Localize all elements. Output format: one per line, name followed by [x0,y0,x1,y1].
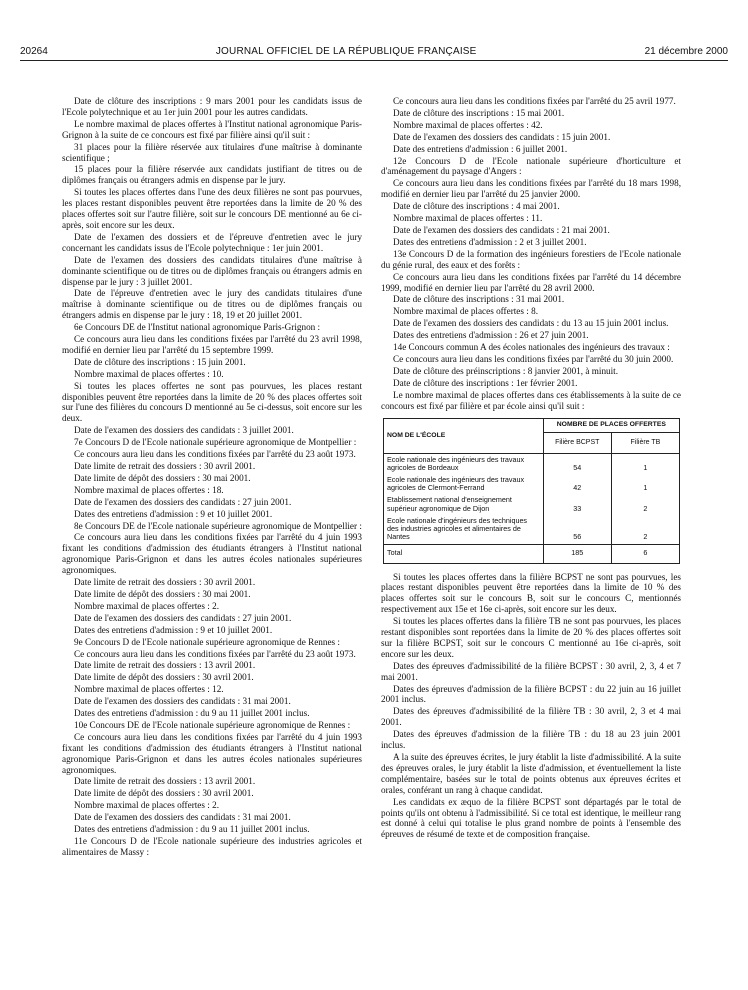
paragraph: Date de l'examen des dossiers des candidats : 27 juin 2001. [74,612,292,623]
paragraph: Dates des entretiens d'admission : du 9 au 11 juillet 2001 inclus. [74,824,310,835]
school-name: Ecole nationale des ingénieurs des travaux agricoles de Clermont-Ferrand [384,474,544,494]
school-name: Ecole nationale d'ingénieurs des techniques des industries agricoles et alimentaires de Nantes [384,515,544,544]
table-row [384,494,680,514]
total-tb: 6 [611,544,679,563]
tb-places: 1 [611,474,679,494]
issue-date: 21 décembre 2000 [644,45,728,57]
bcpst-places: 42 [543,474,611,494]
paragraph: Nombre maximal de places offertes : 18. [74,484,224,495]
paragraph: Date de l'examen des dossiers des candidats : 21 mai 2001. [393,224,610,235]
paragraph: Dates des épreuves d'admission de la filière BCPST : du 22 juin au 16 juillet 2001 inclus. [381,683,681,705]
paragraph: Date de clôture des inscriptions : 15 mai 2001. [393,107,565,118]
total-bcpst: 185 [543,544,611,563]
paragraph: Date limite de retrait des dossiers : 30 avril 2001. [74,577,256,588]
section-heading: 7e Concours D de l'Ecole nationale supérieure agronomique de Montpellier : [74,437,357,448]
column-header-tb: Filière TB [611,432,679,453]
paragraph: A la suite des épreuves écrites, le jury établit la liste d'admissibilité. A la suite des épreuves orales, le jury établit la liste d'admission, et éventuellement la liste complémentaire, basées sur le total de points obtenus aux épreuves écrites et orales, conférant un rang à chaque candidat. [381,752,681,795]
paragraph: Nombre maximal de places offertes : 11. [393,213,543,224]
paragraph: Date de clôture des préinscriptions : 8 janvier 2001, à minuit. [393,365,619,376]
paragraph: Dates des entretiens d'admission : 26 et 27 juin 2001. [393,330,589,341]
paragraph: Nombre maximal de places offertes : 2. [74,600,219,611]
paragraph: Date de l'épreuve d'entretien avec le jury des candidats titulaires d'une maîtrise à dominante scientifique ou de titres ou de diplômes français ou étrangers admis en dispense par le jury : 18, 19 et 20 juillet 2001. [62,288,362,321]
paragraph: Date limite de dépôt des dossiers : 30 mai 2001. [74,588,251,599]
section-heading: 11e Concours D de l'Ecole nationale supérieure des industries agricoles et alimentaires de Massy : [62,836,362,857]
table-row [384,474,680,494]
paragraph: Dates des épreuves d'admissibilité de la filière BCPST : 30 avril, 2, 3, 4 et 7 mai 2001. [381,660,681,682]
bcpst-places: 54 [543,453,611,474]
bcpst-places: 33 [543,494,611,514]
paragraph: Dates des épreuves d'admission de la filière TB : du 18 au 23 juin 2001 inclus. [381,729,681,751]
school-name: Ecole nationale des ingénieurs des travaux agricoles de Bordeaux [384,453,544,474]
paragraph: Ce concours aura lieu dans les conditions fixées par l'arrêté du 30 juin 2000. [393,353,674,364]
table-row [384,515,680,544]
bcpst-places: 56 [543,515,611,544]
right-column [381,96,681,841]
section-heading: 8e Concours DE de l'Ecole nationale supérieure agronomique de Montpellier : [74,520,362,531]
section-heading: 14e Concours commun A des écoles nationales des ingénieurs des travaux : [393,342,670,353]
column-header-places: NOMBRE DE PLACES OFFERTES [543,419,679,432]
paragraph: Si toutes les places offertes dans la filière BCPST ne sont pas pourvues, les places restant disponibles peuvent être reportées dans la limite de 10 % des places offertes soit sur le concours B, soit sur le concours C, mentionnés respectivement aux 15e et 16e ci-après, soit encore sur les deux. [381,571,681,615]
paragraph: Ce concours aura lieu dans les conditions fixées par l'arrêté du 23 avril 1998, modifié en dernier lieu par l'arrêté du 15 septembre 1999. [62,334,362,355]
paragraph: Ce concours aura lieu dans les conditions fixées par l'arrêté du 23 août 1973. [74,449,356,460]
paragraph: Ce concours aura lieu dans les conditions fixées par l'arrêté du 4 juin 1993 fixant les conditions d'admission des étudiants étrangers à l'Institut national agronomique Paris-Grignon et dans les autres écoles nationales supérieures agronomiques. [62,532,362,576]
page-number: 20264 [20,45,48,57]
paragraph: Nombre maximal de places offertes : 10. [74,368,224,379]
paragraph: Les candidats ex æquo de la filière BCPST sont départagés par le total de points qu'ils ont obtenu à l'admissibilité. Si ce total est identique, le meilleur rang est donné à celui qui totalise le plus grand nombre de points à l'ensemble des épreuves de résumé de texte et de composition française. [381,796,681,840]
paragraph: Date de clôture des inscriptions : 9 mars 2001 pour les candidats issus de l'Ecole polytechnique et au 1er juin 2001 pour les autres candidats. [62,96,362,117]
column-header-bcpst: Filière BCPST [543,432,611,453]
paragraph: Dates des entretiens d'admission : 9 et 10 juillet 2001. [74,508,273,519]
paragraph: Dates des entretiens d'admission : 9 et 10 juillet 2001. [74,624,273,635]
paragraph: 15 places pour la filière réservée aux candidats justifiant de titres ou de diplômes français ou étrangers admis en dispense par le jury. [62,164,362,186]
paragraph: Date de l'examen des dossiers des candidats : 27 juin 2001. [74,496,292,507]
paragraph: Ce concours aura lieu dans les conditions fixées par l'arrêté du 4 juin 1993 fixant les conditions d'admission des étudiants étrangers à l'Institut national agronomique Paris-Grignon et dans les autres écoles nationales supérieures agronomiques. [62,731,362,775]
school-name: Etablissement national d'enseignement supérieur agronomique de Dijon [384,494,544,514]
section-heading: 6e Concours DE de l'Institut national agronomique Paris-Grignon : [74,322,321,333]
paragraph: Date limite de dépôt des dossiers : 30 avril 2001. [74,788,254,799]
paragraph: Nombre maximal de places offertes : 42. [393,119,543,130]
column-header-school: NOM DE L'ÉCOLE [384,419,544,453]
paragraph: Date de clôture des inscriptions : 4 mai 2001. [393,201,560,212]
paragraph: Nombre maximal de places offertes : 12. [74,684,224,695]
paragraph: Nombre maximal de places offertes : 2. [74,800,219,811]
paragraph: Dates des entretiens d'admission : 2 et 3 juillet 2001. [393,236,587,247]
places-table [383,418,680,563]
paragraph: Date des entretiens d'admission : 6 juillet 2001. [393,143,568,154]
paragraph: Date de l'examen des dossiers des candidats : 3 juillet 2001. [74,425,294,436]
paragraph: Date de clôture des inscriptions : 31 mai 2001. [393,294,565,305]
paragraph: Le nombre maximal de places offertes à l'Institut national agronomique Paris-Grignon à la suite de ce concours est fixé par filière ainsi qu'il suit : [62,118,362,140]
paragraph: Si toutes les places offertes dans la filière TB ne sont pas pourvues, les places restant disponibles sont reportées dans la limite de 20 % des places offertes soit sur la filière BCPST, soit sur le concours C mentionné au 16e ci-après, soit encore sur les deux. [381,616,681,659]
paragraph: Ce concours aura lieu dans les conditions fixées par l'arrêté du 18 mars 1998, modifié en dernier lieu par l'arrêté du 25 janvier 2000. [381,178,681,200]
paragraph: Date de l'examen des dossiers des candidats : 15 juin 2001. [393,131,611,142]
total-row [384,544,680,563]
page-header [20,44,728,58]
paragraph: Dates des épreuves d'admissibilité de la filière TB : 30 avril, 2, 3 et 4 mai 2001. [381,706,681,728]
paragraph: Nombre maximal de places offertes : 8. [393,306,538,317]
paragraph: Date limite de retrait des dossiers : 13 avril 2001. [74,660,256,671]
paragraph: Date limite de retrait des dossiers : 13 avril 2001. [74,776,256,787]
section-heading: 13e Concours D de la formation des ingénieurs forestiers de l'Ecole nationale du génie rural, des eaux et des forêts : [381,248,681,270]
paragraph: Ce concours aura lieu dans les conditions fixées par l'arrêté du 23 août 1973. [74,648,356,659]
paragraph: Ce concours aura lieu dans les conditions fixées par l'arrêté du 14 décembre 1999, modifié en dernier lieu par l'arrêté du 28 avril 2000. [381,271,681,293]
paragraph: Dates des entretiens d'admission : du 9 au 11 juillet 2001 inclus. [74,708,310,719]
tb-places: 1 [611,453,679,474]
paragraph: Le nombre maximal de places offertes dans ces établissements à la suite de ce concours est fixé par filière et par école ainsi qu'il suit : [381,389,681,411]
section-heading: 9e Concours D de l'Ecole nationale supérieure agronomique de Rennes : [74,636,340,647]
paragraph: Date de l'examen des dossiers des candidats : 31 mai 2001. [74,812,291,823]
left-column [62,96,362,859]
paragraph: Date limite de dépôt des dossiers : 30 mai 2001. [74,472,251,483]
paragraph: Si toutes les places offertes dans l'une des deux filières ne sont pas pourvues, les places restant disponibles peuvent être reportées dans la limite de 20 % des places offertes soit sur l'autre filière, soit sur le concours DE mentionné au 6e ci-après, soit encore sur les deux. [62,187,362,230]
paragraph: Date limite de dépôt des dossiers : 30 avril 2001. [74,672,254,683]
tb-places: 2 [611,494,679,514]
paragraph: Ce concours aura lieu dans les conditions fixées par l'arrêté du 25 avril 1977. [393,96,676,106]
journal-title: JOURNAL OFFICIEL DE LA RÉPUBLIQUE FRANÇAISE [215,45,477,57]
header-rule [20,60,728,61]
section-heading: 10e Concours DE de l'Ecole nationale supérieure agronomique de Rennes : [74,719,351,730]
paragraph: Date limite de retrait des dossiers : 30 avril 2001. [74,461,256,471]
paragraph: Date de l'examen des dossiers et de l'épreuve d'entretien avec le jury concernant les candidats issus de l'Ecole polytechnique : 1er juin 2001. [62,231,362,253]
paragraph: 31 places pour la filière réservée aux titulaires d'une maîtrise à dominante scientifique ; [62,141,362,163]
table-row [384,453,680,474]
total-label: Total [384,544,544,563]
paragraph: Date de l'examen des dossiers des candidats titulaires d'une maîtrise à dominante scientifique ou de titres ou de diplômes français ou étrangers admis en dispense par le jury : 3 juillet 2001. [62,254,362,287]
paragraph: Si toutes les places offertes ne sont pas pourvues, les places restant disponibles peuvent être reportées dans la limite de 20 % des places offertes soit sur l'une des filières du concours D mentionné au 5e ci-dessus, soit encore sur les deux. [62,380,362,424]
tb-places: 2 [611,515,679,544]
paragraph: Date de l'examen des dossiers des candidats : du 13 au 15 juin 2001 inclus. [393,318,669,329]
paragraph: Date de clôture des inscriptions : 15 juin 2001. [74,356,246,367]
paragraph: Date de clôture des inscriptions : 1er février 2001. [393,377,578,388]
section-heading: 12e Concours D de l'Ecole nationale supérieure d'horticulture et d'aménagement du paysage d'Angers : [381,155,681,177]
paragraph: Date de l'examen des dossiers des candidats : 31 mai 2001. [74,696,291,707]
